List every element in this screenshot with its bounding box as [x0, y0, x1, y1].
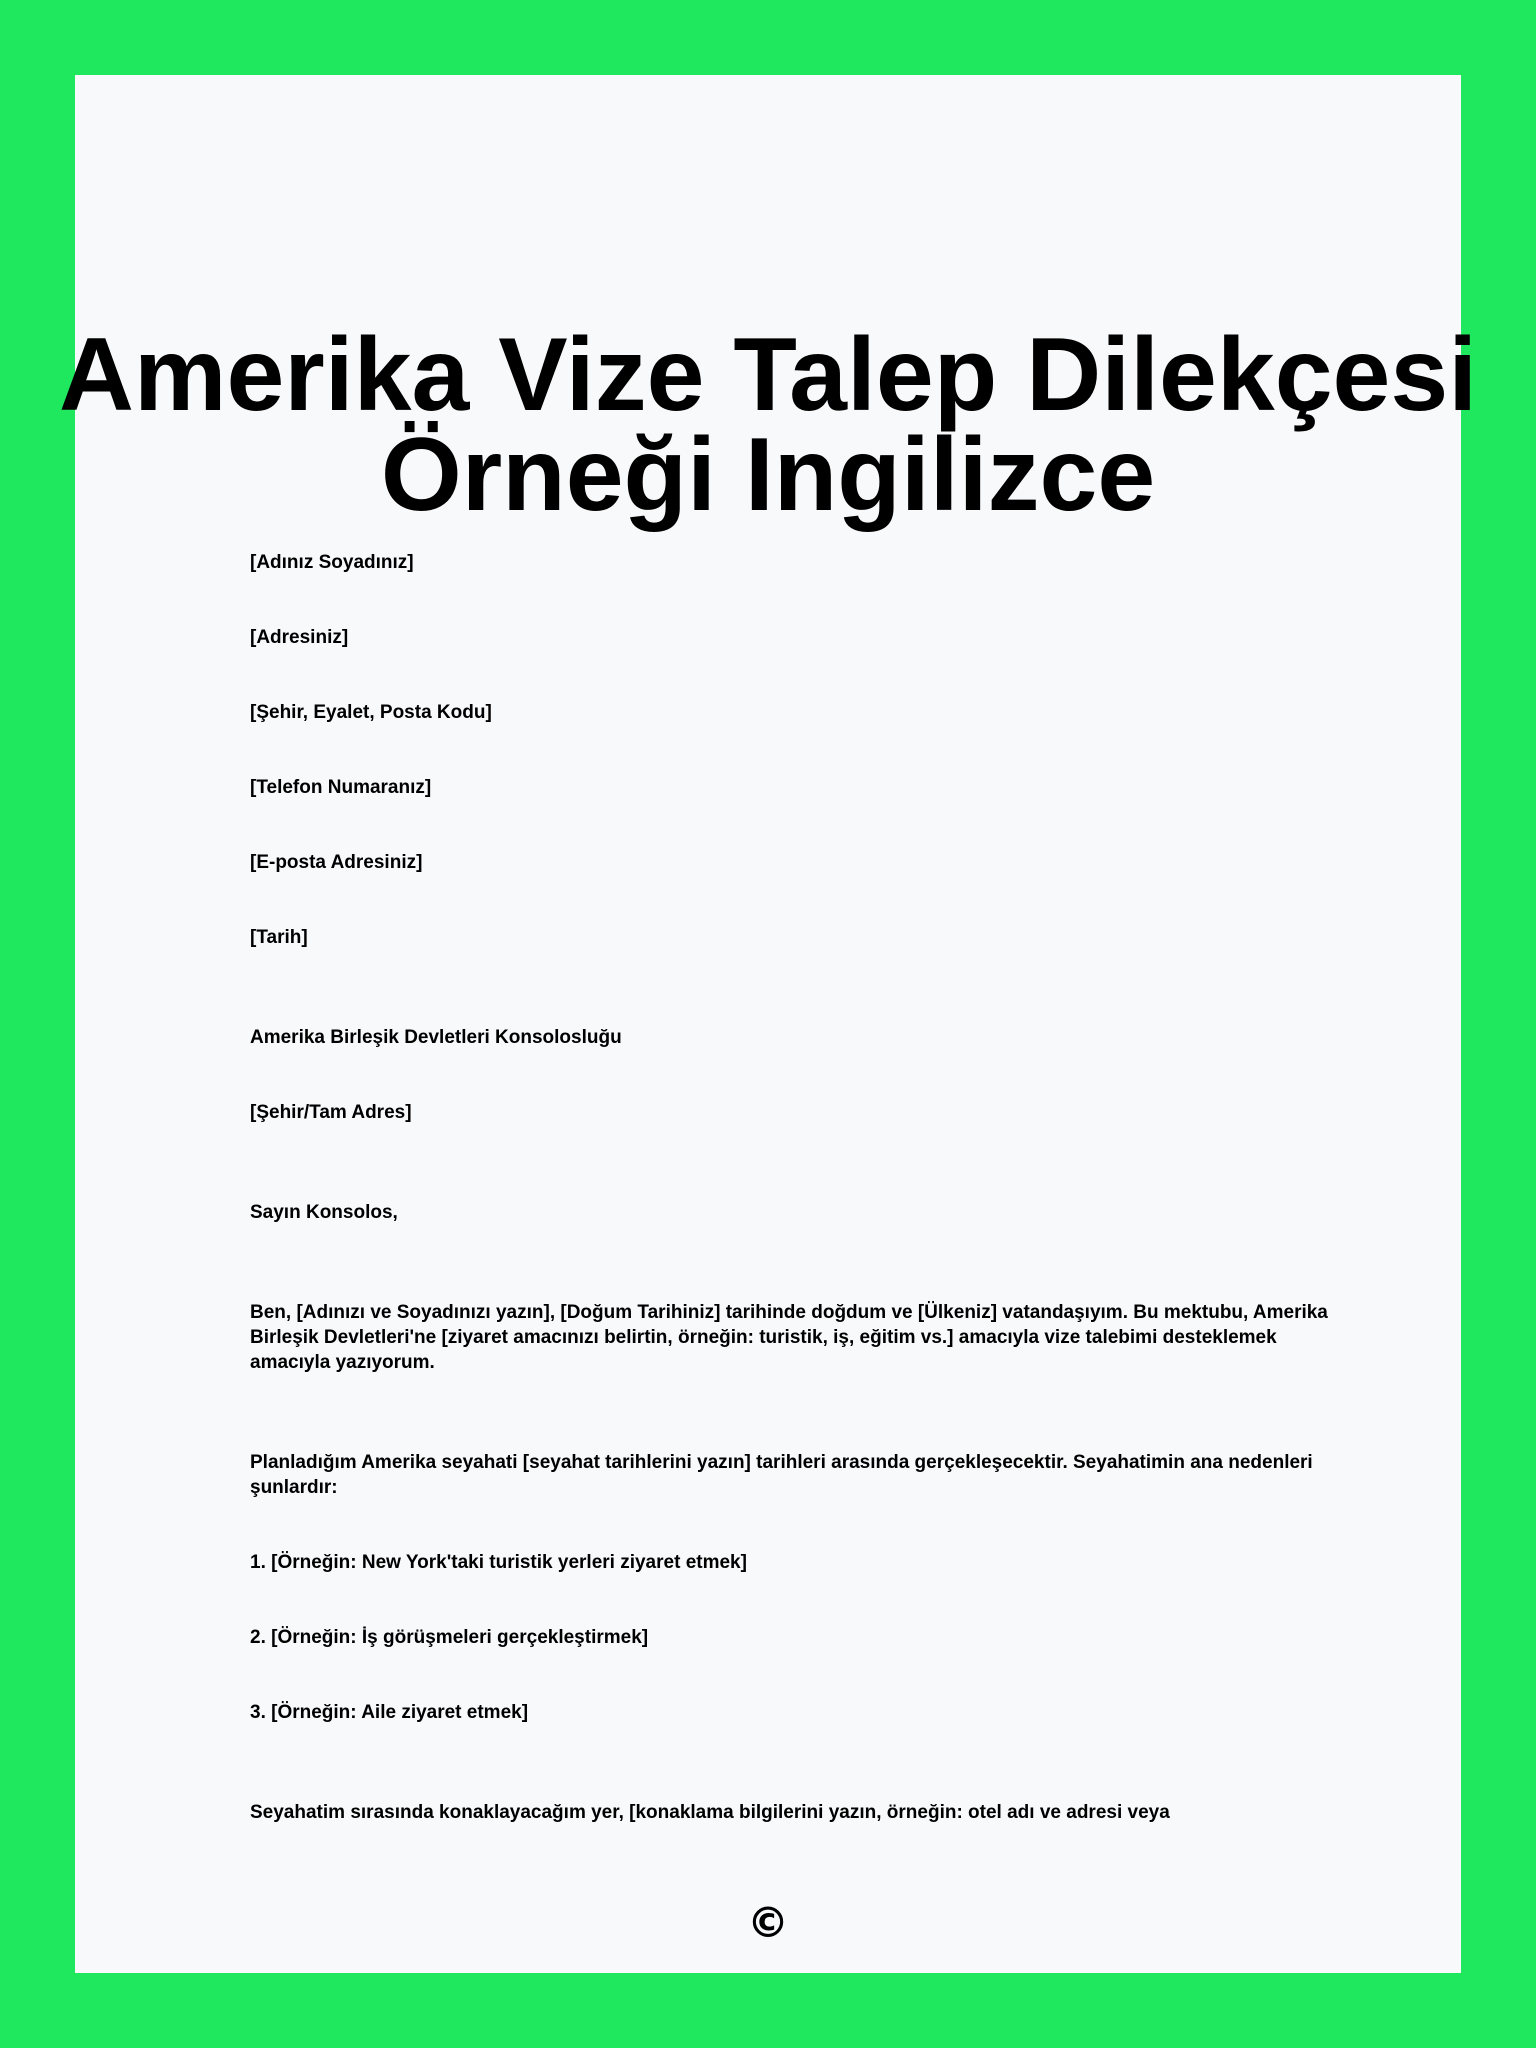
paragraph-travel-plan: Planladığım Amerika seyahati [seyahat tarihlerini yazın] tarihleri arasında gerçekleşecektir. Seyahatimin ana nedenleri şunlardır: — [250, 1452, 1313, 1498]
paragraph-accommodation: Seyahatim sırasında konaklayacağım yer, [konaklama bilgilerini yazın, örneğin: otel adı ve adresi veya — [250, 1802, 1170, 1823]
copyright-icon: © — [747, 1898, 789, 1947]
document-page — [58, 75, 1478, 1973]
reason-item: 2. [Örneğin: İş görüşmeleri gerçekleştirmek] — [250, 1627, 649, 1648]
recipient-address: [Şehir/Tam Adres] — [250, 1102, 412, 1123]
page-title — [0, 317, 1536, 533]
sender-name: [Adınız Soyadınız] — [250, 552, 414, 573]
sender-address: [Adresiniz] — [250, 627, 349, 648]
sender-city-state-zip: [Şehir, Eyalet, Posta Kodu] — [250, 702, 492, 723]
title-line-1: Amerika Vize Talep Dilekçesi — [58, 317, 1478, 433]
reason-item: 1. [Örneğin: New York'taki turistik yerleri ziyaret etmek] — [250, 1552, 747, 1573]
title-line-2: Örneği Ingilizce — [380, 417, 1156, 533]
letter-date: [Tarih] — [250, 927, 308, 948]
recipient-name: Amerika Birleşik Devletleri Konsolosluğu — [250, 1027, 622, 1048]
sender-phone: [Telefon Numaranız] — [250, 777, 432, 798]
sender-email: [E-posta Adresiniz] — [250, 852, 423, 873]
salutation: Sayın Konsolos, — [250, 1202, 398, 1223]
paragraph-intro: Ben, [Adınızı ve Soyadınızı yazın], [Doğum Tarihiniz] tarihinde doğdum ve [Ülkeniz] vatandaşıyım. Bu mektubu, Amerika Birleşik Devletleri'ne [ziyaret amacınızı belirtin, örneğin: turistik, iş, eğitim vs.] amacıyla vize talebimi desteklemek amacıyla yazıyorum. — [250, 1302, 1328, 1373]
reason-item: 3. [Örneğin: Aile ziyaret etmek] — [250, 1702, 529, 1723]
